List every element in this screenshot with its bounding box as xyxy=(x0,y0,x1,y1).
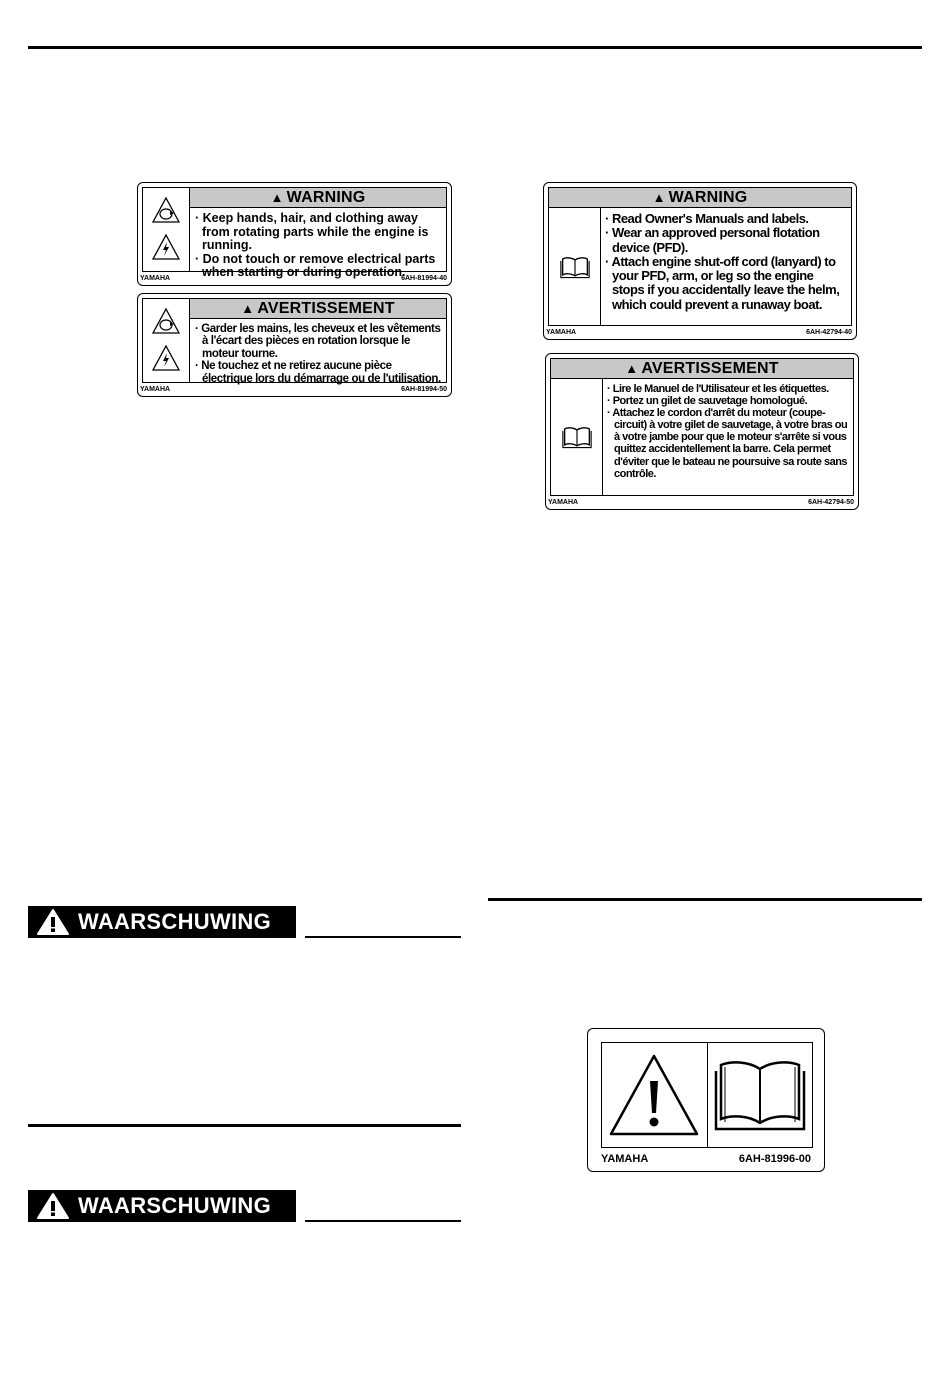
label-icon-column xyxy=(551,379,603,495)
brand-mark: YAMAHA xyxy=(546,329,577,336)
warning-label-mechanical-en xyxy=(137,182,452,286)
electric-shock-icon xyxy=(151,233,181,263)
label-icon-column xyxy=(549,208,601,325)
waarschuwing-heading-2 xyxy=(28,1190,296,1222)
warning-label-mechanical-fr xyxy=(137,293,452,397)
section-rule-left xyxy=(28,1124,461,1127)
brand-mark: YAMAHA xyxy=(601,1153,649,1165)
electric-shock-icon xyxy=(151,344,181,374)
manual-cell xyxy=(707,1043,813,1147)
symbol-frame xyxy=(601,1042,813,1148)
brand-mark: YAMAHA xyxy=(140,275,171,282)
part-code: 6AH-42794-40 xyxy=(806,329,852,336)
warning-triangle-icon xyxy=(36,1192,70,1220)
label-footer xyxy=(546,327,852,338)
warning-label-pfd-en xyxy=(543,182,857,340)
label-text: · Keep hands, hair, and clothing away from rotating parts while the engine is running. · Do not touch or remove electrical parts when starting or during operation. xyxy=(195,211,436,279)
waarschuwing-underline-1 xyxy=(305,936,461,938)
label-footer xyxy=(601,1153,811,1165)
brand-mark: YAMAHA xyxy=(140,386,171,393)
label-footer xyxy=(140,384,447,395)
part-code: 6AH-81994-50 xyxy=(401,386,447,393)
top-rule xyxy=(28,46,922,49)
exclamation-triangle-icon xyxy=(606,1051,702,1139)
label-heading: ▲ WARNING xyxy=(549,188,851,208)
warning-label-pfd-fr xyxy=(545,353,859,510)
waarschuwing-heading-1 xyxy=(28,906,296,938)
part-code: 6AH-81994-40 xyxy=(401,275,447,282)
part-code: 6AH-42794-50 xyxy=(808,499,854,506)
label-icon-column xyxy=(143,188,190,271)
waarschuwing-text: WAARSCHUWING xyxy=(78,1193,272,1218)
label-footer xyxy=(548,497,854,508)
brand-mark: YAMAHA xyxy=(548,499,579,506)
owners-manual-icon xyxy=(560,252,590,282)
part-code: 6AH-81996-00 xyxy=(738,1153,811,1165)
label-text: · Lire le Manuel de l'Utilisateur et les étiquettes. · Portez un gilet de sauvetage homologué. · Attachez le cordon d'arrêt du moteur (coupe-circuit) à votre gilet de sauvetage, à votre bras ou à votre jambe pour que le moteur s'arrête si vous quittez accidentellement la barre. Cela permet d'éviter que le bateau ne poursuive sa route sans contrôle. xyxy=(607,383,848,480)
exclamation-cell xyxy=(602,1043,707,1147)
label-footer xyxy=(140,273,447,284)
warning-triangle-icon xyxy=(36,908,70,936)
label-text: · Read Owner's Manuals and labels. · Wear an approved personal flotation device (PFD). · Attach engine shut-off cord (lanyard) to your PFD, arm, or leg so the engine stops if you accidentally leave the helm, which could prevent a runaway boat. xyxy=(605,211,840,312)
section-rule-right xyxy=(488,898,922,901)
label-heading: ▲ WARNING xyxy=(190,188,446,208)
warning-label-symbols xyxy=(587,1028,825,1172)
owners-manual-icon xyxy=(713,1055,807,1135)
owners-manual-icon xyxy=(562,422,592,452)
label-heading: ▲ AVERTISSEMENT xyxy=(551,359,853,379)
waarschuwing-underline-2 xyxy=(305,1220,461,1222)
label-icon-column xyxy=(143,299,190,382)
rotating-parts-icon xyxy=(151,307,181,337)
label-heading: ▲ AVERTISSEMENT xyxy=(190,299,446,319)
waarschuwing-text: WAARSCHUWING xyxy=(78,909,272,934)
rotating-parts-icon xyxy=(151,196,181,226)
label-text: · Garder les mains, les cheveux et les vêtements à l'écart des pièces en rotation lorsque le moteur tourne. · Ne touchez et ne retirez aucune pièce électrique lors du démarrage ou de l'utilisation. xyxy=(195,323,441,385)
